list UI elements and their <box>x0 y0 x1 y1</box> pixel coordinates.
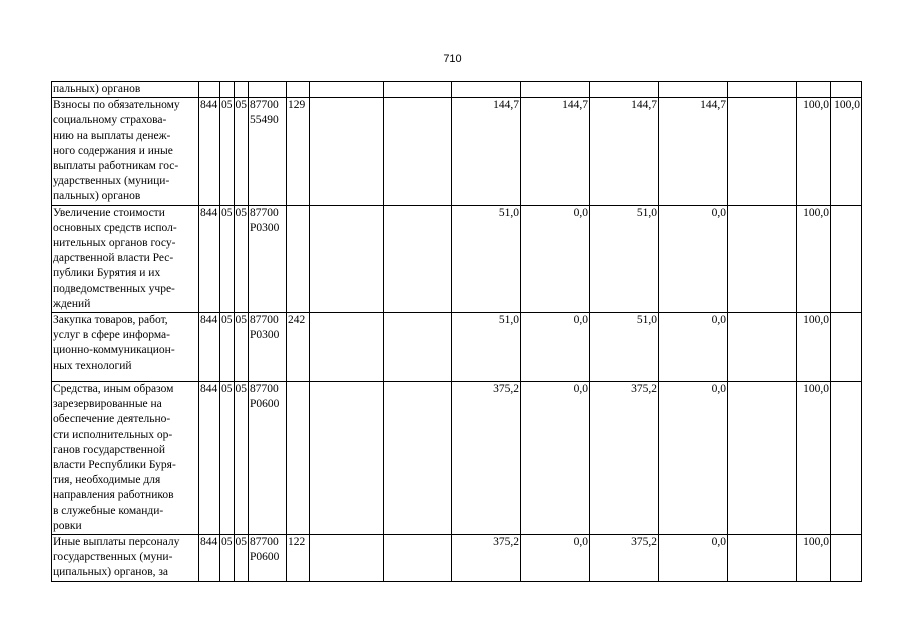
col-percent-a <box>797 313 831 382</box>
col-approved <box>590 205 659 312</box>
col-gr <box>199 82 220 98</box>
row-name-cell <box>52 535 199 582</box>
row-name-line: выплаты работникам гос- <box>53 160 179 173</box>
col-empty-b <box>384 535 452 582</box>
col-percent-a <box>797 382 831 535</box>
row-name-line: нительных органов госу- <box>53 237 176 250</box>
col-vr <box>287 205 310 312</box>
cell-text: 05 <box>235 383 247 396</box>
cell-text: P0300 <box>250 221 280 234</box>
col-csr <box>249 313 287 382</box>
table-row <box>52 205 862 312</box>
cell-text: 05 <box>221 314 233 327</box>
cell-text: 100,0 <box>834 99 860 112</box>
row-name-line: ционно-коммуникацион- <box>53 344 175 357</box>
row-name-line: публики Бурятия и их <box>53 267 161 280</box>
col-pr <box>234 382 249 535</box>
col-approved <box>590 313 659 382</box>
cell-text: 375,2 <box>631 536 657 549</box>
cell-text: 844 <box>200 206 218 219</box>
col-percent-b <box>831 205 862 312</box>
cell-text: 122 <box>288 536 306 549</box>
row-name-line: пальных) органов <box>53 83 141 95</box>
col-change <box>521 82 590 98</box>
row-name-line: пальных) органов <box>53 190 141 203</box>
row-name-line: подведомственных учре- <box>53 282 175 295</box>
col-change <box>521 205 590 312</box>
row-name-line: обеспечение деятельно- <box>53 413 171 426</box>
col-gr <box>199 313 220 382</box>
col-empty-b <box>384 313 452 382</box>
col-rz <box>220 535 235 582</box>
cell-text: P0300 <box>250 329 280 342</box>
cell-text: 144,7 <box>631 99 657 112</box>
cell-text: 87700 <box>250 99 279 112</box>
cell-text: 87700 <box>250 314 279 327</box>
col-rz <box>220 82 235 98</box>
col-executed <box>659 313 728 382</box>
col-pr <box>234 535 249 582</box>
cell-text: 05 <box>221 99 233 112</box>
row-name-line: ждений <box>53 297 91 310</box>
col-percent-b <box>831 82 862 98</box>
col-change <box>521 98 590 205</box>
col-percent-a <box>797 205 831 312</box>
col-percent-b <box>831 98 862 205</box>
col-csr <box>249 98 287 205</box>
col-plan <box>452 82 521 98</box>
cell-text: 100,0 <box>803 206 829 219</box>
col-approved <box>590 82 659 98</box>
col-plan <box>452 382 521 535</box>
cell-text: 375,2 <box>493 536 519 549</box>
col-empty-c <box>728 535 797 582</box>
col-csr <box>249 82 287 98</box>
row-name-line: ударственных (муници- <box>53 175 170 188</box>
col-pr <box>234 82 249 98</box>
row-name-line: Закупка товаров, работ, <box>53 314 168 327</box>
col-plan <box>452 313 521 382</box>
col-empty-b <box>384 98 452 205</box>
col-percent-a <box>797 82 831 98</box>
row-name-line: направления работников <box>53 489 174 502</box>
cell-text: 844 <box>200 536 218 549</box>
col-approved <box>590 382 659 535</box>
cell-text: 05 <box>221 383 233 396</box>
budget-table <box>51 81 862 582</box>
col-csr <box>249 535 287 582</box>
cell-text: 05 <box>221 536 233 549</box>
cell-text: 0,0 <box>711 536 726 549</box>
cell-text: 55490 <box>250 114 279 127</box>
col-empty-a <box>310 98 384 205</box>
cell-text: 100,0 <box>803 99 829 112</box>
col-rz <box>220 313 235 382</box>
col-empty-b <box>384 82 452 98</box>
cell-text: 242 <box>288 314 306 327</box>
col-approved <box>590 98 659 205</box>
col-percent-b <box>831 313 862 382</box>
col-empty-c <box>728 98 797 205</box>
row-name-line: ного содержания и иные <box>53 144 173 157</box>
col-rz <box>220 98 235 205</box>
col-gr <box>199 382 220 535</box>
cell-text: 844 <box>200 314 218 327</box>
row-name-line: социальному страхова- <box>53 114 167 127</box>
col-approved <box>590 535 659 582</box>
col-plan <box>452 535 521 582</box>
row-name-line: тия, необходимые для <box>53 474 161 487</box>
col-gr <box>199 98 220 205</box>
row-name-line: ных технологий <box>53 359 132 372</box>
row-name-line: власти Республики Буря- <box>53 459 176 472</box>
col-plan <box>452 205 521 312</box>
cell-text: 0,0 <box>573 383 588 396</box>
table-row <box>52 313 862 382</box>
col-pr <box>234 205 249 312</box>
cell-text: 0,0 <box>711 383 726 396</box>
cell-text: 87700 <box>250 383 279 396</box>
table-row <box>52 82 862 98</box>
table-row <box>52 98 862 205</box>
page-number: 710 <box>443 53 462 65</box>
row-name-cell <box>52 98 199 205</box>
col-empty-b <box>384 205 452 312</box>
row-name-line: государственных (муни- <box>53 551 173 564</box>
col-percent-b <box>831 535 862 582</box>
col-vr <box>287 382 310 535</box>
col-empty-a <box>310 382 384 535</box>
cell-text: 05 <box>235 206 247 219</box>
row-name-line: нию на выплаты денеж- <box>53 129 171 142</box>
col-csr <box>249 205 287 312</box>
row-name-line: в служебные команди- <box>53 504 164 517</box>
col-gr <box>199 205 220 312</box>
col-executed <box>659 382 728 535</box>
col-percent-a <box>797 535 831 582</box>
col-rz <box>220 382 235 535</box>
col-empty-a <box>310 313 384 382</box>
row-name-line: Увеличение стоимости <box>53 206 165 219</box>
col-vr <box>287 313 310 382</box>
col-empty-c <box>728 82 797 98</box>
cell-text: 844 <box>200 383 218 396</box>
col-change <box>521 535 590 582</box>
col-gr <box>199 535 220 582</box>
cell-text: 0,0 <box>711 206 726 219</box>
col-empty-c <box>728 313 797 382</box>
row-name-cell <box>52 82 199 98</box>
cell-text: 87700 <box>250 206 279 219</box>
cell-text: 51,0 <box>498 314 519 327</box>
row-name-line: Средства, иным образом <box>53 383 174 396</box>
row-name-line: ровки <box>53 519 82 532</box>
row-name-cell <box>52 313 199 382</box>
col-change <box>521 382 590 535</box>
col-empty-b <box>384 382 452 535</box>
cell-text: 144,7 <box>493 99 519 112</box>
cell-text: 05 <box>235 536 247 549</box>
col-executed <box>659 98 728 205</box>
col-vr <box>287 98 310 205</box>
col-executed <box>659 82 728 98</box>
cell-text: 844 <box>200 99 218 112</box>
col-csr <box>249 382 287 535</box>
cell-text: P0600 <box>250 551 280 564</box>
cell-text: 144,7 <box>700 99 726 112</box>
col-pr <box>234 98 249 205</box>
col-empty-a <box>310 82 384 98</box>
table-row <box>52 535 862 582</box>
cell-text: P0600 <box>250 398 280 411</box>
row-name-line: зарезервированные на <box>53 398 162 411</box>
col-empty-c <box>728 382 797 535</box>
col-vr <box>287 535 310 582</box>
row-name-line: Иные выплаты персоналу <box>53 536 180 549</box>
col-empty-a <box>310 535 384 582</box>
cell-text: 05 <box>235 99 247 112</box>
col-empty-a <box>310 205 384 312</box>
table-row <box>52 382 862 535</box>
cell-text: 375,2 <box>631 383 657 396</box>
col-executed <box>659 205 728 312</box>
col-rz <box>220 205 235 312</box>
row-name-line: ципальных) органов, за <box>53 566 169 579</box>
col-plan <box>452 98 521 205</box>
cell-text: 0,0 <box>711 314 726 327</box>
cell-text: 87700 <box>250 536 279 549</box>
row-name-line: дарственной власти Рес- <box>53 252 174 265</box>
cell-text: 51,0 <box>636 206 657 219</box>
cell-text: 100,0 <box>803 383 829 396</box>
col-pr <box>234 313 249 382</box>
cell-text: 51,0 <box>636 314 657 327</box>
cell-text: 100,0 <box>803 314 829 327</box>
cell-text: 0,0 <box>573 206 588 219</box>
row-name-cell <box>52 205 199 312</box>
cell-text: 129 <box>288 99 306 112</box>
cell-text: 51,0 <box>498 206 519 219</box>
col-percent-a <box>797 98 831 205</box>
row-name-line: сти исполнительных ор- <box>53 428 173 441</box>
cell-text: 0,0 <box>573 536 588 549</box>
col-executed <box>659 535 728 582</box>
cell-text: 100,0 <box>803 536 829 549</box>
cell-text: 05 <box>221 206 233 219</box>
row-name-line: основных средств испол- <box>53 221 177 234</box>
row-name-line: ганов государственной <box>53 443 165 456</box>
cell-text: 144,7 <box>562 99 588 112</box>
col-vr <box>287 82 310 98</box>
col-empty-c <box>728 205 797 312</box>
col-percent-b <box>831 382 862 535</box>
row-name-cell <box>52 382 199 535</box>
row-name-line: Взносы по обязательному <box>53 99 180 112</box>
col-change <box>521 313 590 382</box>
row-name-line: услуг в сфере информа- <box>53 329 170 342</box>
cell-text: 05 <box>235 314 247 327</box>
cell-text: 0,0 <box>573 314 588 327</box>
cell-text: 375,2 <box>493 383 519 396</box>
